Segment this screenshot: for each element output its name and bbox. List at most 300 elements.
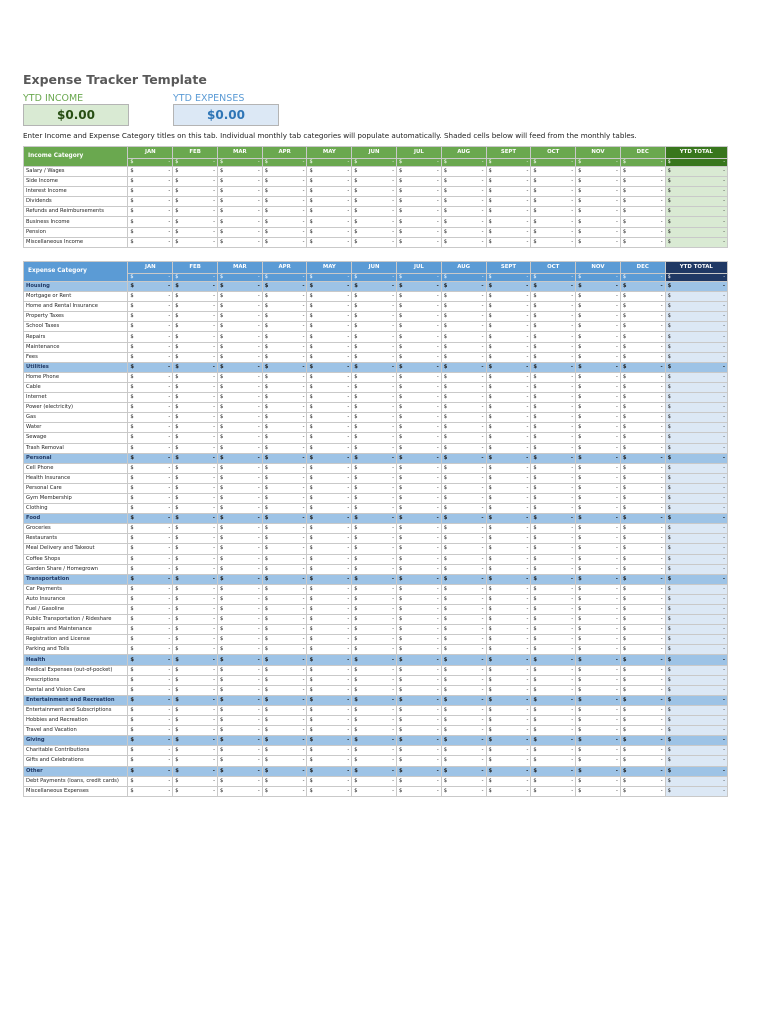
month-value-cell[interactable]: [173, 332, 218, 342]
month-value-cell[interactable]: [307, 302, 352, 312]
month-value-cell[interactable]: [262, 312, 307, 322]
month-value-cell[interactable]: [441, 352, 486, 362]
month-value-cell[interactable]: [262, 574, 307, 584]
month-value-cell[interactable]: [217, 554, 262, 564]
category-label[interactable]: Car Payments: [24, 584, 128, 594]
month-value-cell[interactable]: [397, 443, 442, 453]
month-value-cell[interactable]: [352, 605, 397, 615]
month-value-cell[interactable]: [441, 746, 486, 756]
month-value-cell[interactable]: [441, 574, 486, 584]
month-value-cell[interactable]: [531, 554, 576, 564]
month-value-cell[interactable]: [352, 423, 397, 433]
month-value-cell[interactable]: [217, 746, 262, 756]
month-value-cell[interactable]: [441, 504, 486, 514]
month-value-cell[interactable]: [217, 504, 262, 514]
month-value-cell[interactable]: [576, 554, 621, 564]
month-value-cell[interactable]: [441, 453, 486, 463]
month-value-cell[interactable]: [531, 625, 576, 635]
month-value-cell[interactable]: [352, 756, 397, 766]
month-value-cell[interactable]: [128, 524, 173, 534]
month-value-cell[interactable]: [397, 605, 442, 615]
month-value-cell[interactable]: [217, 312, 262, 322]
month-value-cell[interactable]: [620, 695, 665, 705]
section-label[interactable]: Housing: [24, 282, 128, 292]
month-value-cell[interactable]: [620, 514, 665, 524]
month-value-cell[interactable]: [128, 433, 173, 443]
month-value-cell[interactable]: [262, 237, 307, 247]
month-value-cell[interactable]: [441, 292, 486, 302]
month-value-cell[interactable]: [352, 453, 397, 463]
month-value-cell[interactable]: [173, 746, 218, 756]
month-value-cell[interactable]: [128, 605, 173, 615]
month-value-cell[interactable]: [397, 564, 442, 574]
section-label[interactable]: Health: [24, 655, 128, 665]
month-value-cell[interactable]: [620, 736, 665, 746]
month-value-cell[interactable]: [620, 382, 665, 392]
month-value-cell[interactable]: [173, 655, 218, 665]
month-value-cell[interactable]: [307, 362, 352, 372]
section-label[interactable]: Food: [24, 514, 128, 524]
month-value-cell[interactable]: [397, 705, 442, 715]
month-value-cell[interactable]: [531, 594, 576, 604]
month-value-cell[interactable]: [262, 605, 307, 615]
ytd-value-cell[interactable]: [665, 675, 727, 685]
month-value-cell[interactable]: [620, 766, 665, 776]
month-value-cell[interactable]: [441, 786, 486, 796]
category-label[interactable]: Side Income: [24, 177, 128, 187]
month-value-cell[interactable]: [397, 645, 442, 655]
month-value-cell[interactable]: [128, 382, 173, 392]
month-value-cell[interactable]: [173, 594, 218, 604]
month-value-cell[interactable]: [486, 227, 531, 237]
month-value-cell[interactable]: [397, 167, 442, 177]
ytd-value-cell[interactable]: [665, 544, 727, 554]
month-value-cell[interactable]: [217, 302, 262, 312]
month-value-cell[interactable]: [576, 403, 621, 413]
month-value-cell[interactable]: [128, 746, 173, 756]
month-value-cell[interactable]: [620, 352, 665, 362]
month-value-cell[interactable]: [531, 615, 576, 625]
month-value-cell[interactable]: [397, 177, 442, 187]
month-value-cell[interactable]: [128, 207, 173, 217]
ytd-value-cell[interactable]: [665, 746, 727, 756]
category-label[interactable]: Coffee Shops: [24, 554, 128, 564]
month-value-cell[interactable]: [352, 635, 397, 645]
month-value-cell[interactable]: [262, 675, 307, 685]
month-value-cell[interactable]: [352, 292, 397, 302]
month-value-cell[interactable]: [486, 695, 531, 705]
month-value-cell[interactable]: [217, 433, 262, 443]
month-value-cell[interactable]: [262, 382, 307, 392]
month-value-cell[interactable]: [262, 282, 307, 292]
category-label[interactable]: Meal Delivery and Takeout: [24, 544, 128, 554]
month-value-cell[interactable]: [352, 167, 397, 177]
month-value-cell[interactable]: [262, 423, 307, 433]
month-value-cell[interactable]: [262, 695, 307, 705]
month-value-cell[interactable]: [217, 197, 262, 207]
ytd-value-cell[interactable]: [665, 312, 727, 322]
month-value-cell[interactable]: [441, 197, 486, 207]
month-value-cell[interactable]: [128, 393, 173, 403]
month-value-cell[interactable]: [217, 443, 262, 453]
month-value-cell[interactable]: [173, 605, 218, 615]
month-value-cell[interactable]: [217, 237, 262, 247]
month-value-cell[interactable]: [397, 574, 442, 584]
category-label[interactable]: Business Income: [24, 217, 128, 227]
month-value-cell[interactable]: [128, 574, 173, 584]
month-value-cell[interactable]: [576, 473, 621, 483]
month-value-cell[interactable]: [441, 716, 486, 726]
month-value-cell[interactable]: [620, 312, 665, 322]
month-value-cell[interactable]: [486, 302, 531, 312]
month-value-cell[interactable]: [262, 322, 307, 332]
month-value-cell[interactable]: [173, 413, 218, 423]
month-value-cell[interactable]: [173, 372, 218, 382]
month-value-cell[interactable]: [352, 177, 397, 187]
month-value-cell[interactable]: [128, 423, 173, 433]
month-value-cell[interactable]: [620, 473, 665, 483]
month-value-cell[interactable]: [352, 695, 397, 705]
ytd-value-cell[interactable]: [665, 564, 727, 574]
month-value-cell[interactable]: [531, 423, 576, 433]
category-label[interactable]: Salary / Wages: [24, 167, 128, 177]
category-label[interactable]: Gifts and Celebrations: [24, 756, 128, 766]
month-value-cell[interactable]: [262, 645, 307, 655]
month-value-cell[interactable]: [307, 615, 352, 625]
month-value-cell[interactable]: [620, 403, 665, 413]
month-value-cell[interactable]: [262, 524, 307, 534]
month-value-cell[interactable]: [128, 312, 173, 322]
month-value-cell[interactable]: [217, 167, 262, 177]
month-value-cell[interactable]: [217, 322, 262, 332]
month-value-cell[interactable]: [307, 237, 352, 247]
month-value-cell[interactable]: [262, 514, 307, 524]
month-value-cell[interactable]: [173, 362, 218, 372]
month-value-cell[interactable]: [397, 483, 442, 493]
month-value-cell[interactable]: [531, 756, 576, 766]
month-value-cell[interactable]: [441, 564, 486, 574]
ytd-income-value[interactable]: $0.00: [23, 104, 129, 126]
month-value-cell[interactable]: [441, 382, 486, 392]
month-value-cell[interactable]: [307, 403, 352, 413]
month-value-cell[interactable]: [352, 237, 397, 247]
category-label[interactable]: Gym Membership: [24, 493, 128, 503]
month-value-cell[interactable]: [307, 726, 352, 736]
month-value-cell[interactable]: [620, 705, 665, 715]
month-value-cell[interactable]: [262, 227, 307, 237]
month-value-cell[interactable]: [173, 177, 218, 187]
month-value-cell[interactable]: [531, 736, 576, 746]
ytd-value-cell[interactable]: [665, 372, 727, 382]
month-value-cell[interactable]: [397, 514, 442, 524]
month-value-cell[interactable]: [173, 187, 218, 197]
month-value-cell[interactable]: [352, 625, 397, 635]
category-label[interactable]: Prescriptions: [24, 675, 128, 685]
month-value-cell[interactable]: [128, 665, 173, 675]
month-value-cell[interactable]: [486, 443, 531, 453]
month-value-cell[interactable]: [576, 605, 621, 615]
month-value-cell[interactable]: [576, 786, 621, 796]
month-value-cell[interactable]: [352, 705, 397, 715]
month-value-cell[interactable]: [486, 352, 531, 362]
ytd-value-cell[interactable]: [665, 685, 727, 695]
month-value-cell[interactable]: [128, 544, 173, 554]
category-label[interactable]: Interest Income: [24, 187, 128, 197]
month-value-cell[interactable]: [128, 197, 173, 207]
month-value-cell[interactable]: [531, 483, 576, 493]
category-label[interactable]: Power (electricity): [24, 403, 128, 413]
month-value-cell[interactable]: [576, 443, 621, 453]
month-value-cell[interactable]: [262, 594, 307, 604]
month-value-cell[interactable]: [576, 544, 621, 554]
section-label[interactable]: Personal: [24, 453, 128, 463]
month-value-cell[interactable]: [173, 554, 218, 564]
category-label[interactable]: Repairs and Maintenance: [24, 625, 128, 635]
month-value-cell[interactable]: [397, 655, 442, 665]
category-label[interactable]: Parking and Tolls: [24, 645, 128, 655]
month-value-cell[interactable]: [128, 413, 173, 423]
month-value-cell[interactable]: [620, 493, 665, 503]
month-value-cell[interactable]: [441, 493, 486, 503]
ytd-value-cell[interactable]: [665, 493, 727, 503]
month-value-cell[interactable]: [128, 342, 173, 352]
ytd-value-cell[interactable]: [665, 665, 727, 675]
month-value-cell[interactable]: [531, 167, 576, 177]
month-value-cell[interactable]: [486, 675, 531, 685]
ytd-value-cell[interactable]: [665, 514, 727, 524]
month-value-cell[interactable]: [262, 167, 307, 177]
month-value-cell[interactable]: [576, 352, 621, 362]
category-label[interactable]: Auto Insurance: [24, 594, 128, 604]
month-value-cell[interactable]: [262, 554, 307, 564]
month-value-cell[interactable]: [217, 292, 262, 302]
ytd-value-cell[interactable]: [665, 726, 727, 736]
month-value-cell[interactable]: [262, 685, 307, 695]
month-value-cell[interactable]: [173, 695, 218, 705]
month-value-cell[interactable]: [262, 292, 307, 302]
month-value-cell[interactable]: [576, 594, 621, 604]
month-value-cell[interactable]: [262, 453, 307, 463]
month-value-cell[interactable]: [441, 615, 486, 625]
month-value-cell[interactable]: [352, 645, 397, 655]
month-value-cell[interactable]: [352, 443, 397, 453]
month-value-cell[interactable]: [486, 312, 531, 322]
month-value-cell[interactable]: [531, 322, 576, 332]
month-value-cell[interactable]: [352, 534, 397, 544]
month-value-cell[interactable]: [352, 655, 397, 665]
month-value-cell[interactable]: [217, 766, 262, 776]
month-value-cell[interactable]: [531, 514, 576, 524]
month-value-cell[interactable]: [128, 786, 173, 796]
ytd-value-cell[interactable]: [665, 282, 727, 292]
month-value-cell[interactable]: [173, 665, 218, 675]
month-value-cell[interactable]: [531, 605, 576, 615]
month-value-cell[interactable]: [352, 554, 397, 564]
month-value-cell[interactable]: [441, 187, 486, 197]
month-value-cell[interactable]: [307, 574, 352, 584]
month-value-cell[interactable]: [217, 187, 262, 197]
month-value-cell[interactable]: [576, 312, 621, 322]
month-value-cell[interactable]: [397, 675, 442, 685]
month-value-cell[interactable]: [441, 443, 486, 453]
month-value-cell[interactable]: [307, 312, 352, 322]
month-value-cell[interactable]: [217, 382, 262, 392]
month-value-cell[interactable]: [620, 282, 665, 292]
month-value-cell[interactable]: [262, 655, 307, 665]
month-value-cell[interactable]: [307, 352, 352, 362]
month-value-cell[interactable]: [531, 776, 576, 786]
month-value-cell[interactable]: [531, 504, 576, 514]
ytd-value-cell[interactable]: [665, 483, 727, 493]
month-value-cell[interactable]: [217, 473, 262, 483]
month-value-cell[interactable]: [531, 177, 576, 187]
month-value-cell[interactable]: [352, 726, 397, 736]
month-value-cell[interactable]: [531, 716, 576, 726]
month-value-cell[interactable]: [128, 453, 173, 463]
month-value-cell[interactable]: [486, 635, 531, 645]
month-value-cell[interactable]: [217, 574, 262, 584]
category-label[interactable]: Entertainment and Subscriptions: [24, 705, 128, 715]
month-value-cell[interactable]: [531, 433, 576, 443]
month-value-cell[interactable]: [173, 423, 218, 433]
month-value-cell[interactable]: [576, 756, 621, 766]
month-value-cell[interactable]: [486, 685, 531, 695]
month-value-cell[interactable]: [307, 514, 352, 524]
month-value-cell[interactable]: [128, 473, 173, 483]
ytd-value-cell[interactable]: [665, 554, 727, 564]
month-value-cell[interactable]: [173, 574, 218, 584]
month-value-cell[interactable]: [576, 187, 621, 197]
month-value-cell[interactable]: [531, 473, 576, 483]
month-value-cell[interactable]: [217, 705, 262, 715]
month-value-cell[interactable]: [307, 453, 352, 463]
month-value-cell[interactable]: [262, 197, 307, 207]
ytd-value-cell[interactable]: [665, 393, 727, 403]
month-value-cell[interactable]: [441, 514, 486, 524]
month-value-cell[interactable]: [486, 645, 531, 655]
month-value-cell[interactable]: [620, 564, 665, 574]
month-value-cell[interactable]: [352, 282, 397, 292]
month-value-cell[interactable]: [531, 655, 576, 665]
month-value-cell[interactable]: [620, 685, 665, 695]
month-value-cell[interactable]: [486, 177, 531, 187]
month-value-cell[interactable]: [576, 534, 621, 544]
category-label[interactable]: Property Taxes: [24, 312, 128, 322]
month-value-cell[interactable]: [486, 237, 531, 247]
month-value-cell[interactable]: [307, 564, 352, 574]
month-value-cell[interactable]: [531, 493, 576, 503]
month-value-cell[interactable]: [307, 554, 352, 564]
month-value-cell[interactable]: [576, 615, 621, 625]
ytd-value-cell[interactable]: [665, 217, 727, 227]
ytd-value-cell[interactable]: [665, 322, 727, 332]
month-value-cell[interactable]: [262, 207, 307, 217]
month-value-cell[interactable]: [441, 685, 486, 695]
month-value-cell[interactable]: [307, 504, 352, 514]
month-value-cell[interactable]: [173, 786, 218, 796]
month-value-cell[interactable]: [397, 322, 442, 332]
month-value-cell[interactable]: [262, 403, 307, 413]
month-value-cell[interactable]: [128, 227, 173, 237]
month-value-cell[interactable]: [531, 217, 576, 227]
category-label[interactable]: Home Phone: [24, 372, 128, 382]
ytd-value-cell[interactable]: [665, 177, 727, 187]
month-value-cell[interactable]: [352, 207, 397, 217]
month-value-cell[interactable]: [441, 756, 486, 766]
month-value-cell[interactable]: [352, 746, 397, 756]
month-value-cell[interactable]: [217, 282, 262, 292]
month-value-cell[interactable]: [173, 615, 218, 625]
month-value-cell[interactable]: [397, 352, 442, 362]
month-value-cell[interactable]: [486, 167, 531, 177]
month-value-cell[interactable]: [262, 463, 307, 473]
month-value-cell[interactable]: [262, 217, 307, 227]
month-value-cell[interactable]: [173, 302, 218, 312]
month-value-cell[interactable]: [128, 736, 173, 746]
month-value-cell[interactable]: [262, 372, 307, 382]
month-value-cell[interactable]: [620, 786, 665, 796]
month-value-cell[interactable]: [441, 605, 486, 615]
category-label[interactable]: Mortgage or Rent: [24, 292, 128, 302]
month-value-cell[interactable]: [397, 584, 442, 594]
month-value-cell[interactable]: [486, 382, 531, 392]
month-value-cell[interactable]: [262, 187, 307, 197]
month-value-cell[interactable]: [620, 574, 665, 584]
month-value-cell[interactable]: [262, 705, 307, 715]
month-value-cell[interactable]: [531, 665, 576, 675]
month-value-cell[interactable]: [307, 443, 352, 453]
month-value-cell[interactable]: [397, 312, 442, 322]
month-value-cell[interactable]: [128, 554, 173, 564]
month-value-cell[interactable]: [486, 584, 531, 594]
month-value-cell[interactable]: [576, 716, 621, 726]
month-value-cell[interactable]: [352, 524, 397, 534]
category-label[interactable]: Personal Care: [24, 483, 128, 493]
category-label[interactable]: Health Insurance: [24, 473, 128, 483]
month-value-cell[interactable]: [128, 584, 173, 594]
month-value-cell[interactable]: [352, 776, 397, 786]
month-value-cell[interactable]: [441, 177, 486, 187]
month-value-cell[interactable]: [307, 594, 352, 604]
month-value-cell[interactable]: [531, 362, 576, 372]
month-value-cell[interactable]: [128, 483, 173, 493]
month-value-cell[interactable]: [217, 372, 262, 382]
month-value-cell[interactable]: [620, 554, 665, 564]
month-value-cell[interactable]: [397, 433, 442, 443]
category-label[interactable]: Water: [24, 423, 128, 433]
month-value-cell[interactable]: [262, 433, 307, 443]
month-value-cell[interactable]: [486, 473, 531, 483]
ytd-expenses-value[interactable]: $0.00: [173, 104, 279, 126]
month-value-cell[interactable]: [173, 463, 218, 473]
month-value-cell[interactable]: [262, 736, 307, 746]
month-value-cell[interactable]: [486, 726, 531, 736]
month-value-cell[interactable]: [262, 177, 307, 187]
month-value-cell[interactable]: [128, 403, 173, 413]
month-value-cell[interactable]: [397, 382, 442, 392]
month-value-cell[interactable]: [128, 726, 173, 736]
month-value-cell[interactable]: [307, 685, 352, 695]
month-value-cell[interactable]: [531, 685, 576, 695]
month-value-cell[interactable]: [397, 504, 442, 514]
month-value-cell[interactable]: [397, 594, 442, 604]
month-value-cell[interactable]: [620, 433, 665, 443]
month-value-cell[interactable]: [128, 705, 173, 715]
month-value-cell[interactable]: [441, 635, 486, 645]
month-value-cell[interactable]: [397, 197, 442, 207]
month-value-cell[interactable]: [262, 635, 307, 645]
ytd-value-cell[interactable]: [665, 766, 727, 776]
